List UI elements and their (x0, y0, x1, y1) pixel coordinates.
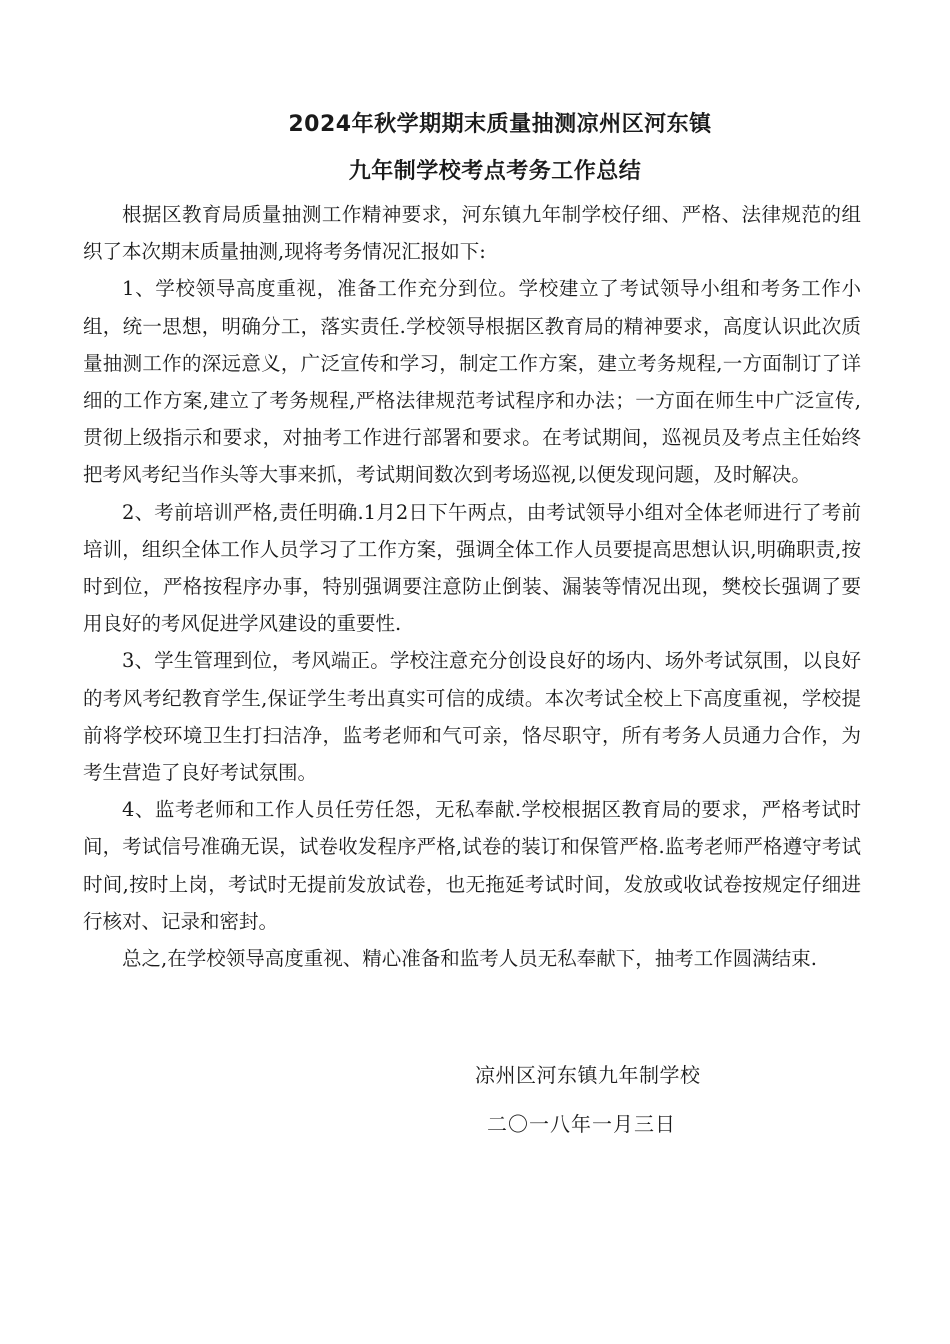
signature-school: 凉州区河东镇九年制学校 (475, 1063, 701, 1087)
section-1-paragraph: 1、学校领导高度重视，准备工作充分到位。学校建立了考试领导小组和考务工作小组，统一思想，明确分工，落实责任.学校领导根据区教育局的精神要求，高度认识此次质量抽测工作的深远意义，广泛宣传和学习，制定工作方案，建立考务规程,一方面制订了详细的工作方案,建立了考务规程,严格法律规范考试程序和办法；一方面在师生中广泛宣传,贯彻上级指示和要求，对抽考工作进行部署和要求。在考试期间，巡视员及考点主任始终把考风考纪当作头等大事来抓，考试期间数次到考场巡视,以便发现问题，及时解决。 (83, 277, 861, 487)
section-3-paragraph: 3、学生管理到位，考风端正。学校注意充分创设良好的场内、场外考试氛围，以良好的考风考纪教育学生,保证学生考出真实可信的成绩。本次考试全校上下高度重视，学校提前将学校环境卫生打扫洁净，监考老师和气可亲，恪尽职守，所有考务人员通力合作，为考生营造了良好考试氛围。 (83, 649, 861, 785)
intro-paragraph: 根据区教育局质量抽测工作精神要求，河东镇九年制学校仔细、严格、法律规范的组织了本次期末质量抽测,现将考务情况汇报如下: (83, 203, 861, 264)
document-title-line-2: 九年制学校考点考务工作总结 (348, 159, 642, 184)
section-4-paragraph: 4、监考老师和工作人员任劳任怨，无私奉献.学校根据区教育局的要求，严格考试时间，考试信号准确无误，试卷收发程序严格,试卷的装订和保管严格.监考老师严格遵守考试时间,按时上岗，考试时无提前发放试卷，也无拖延考试时间，发放或收试卷按规定仔细进行核对、记录和密封。 (83, 798, 861, 933)
signature-date: 二〇一八年一月三日 (487, 1112, 676, 1136)
section-2-paragraph: 2、考前培训严格,责任明确.1月2日下午两点，由考试领导小组对全体老师进行了考前培训，组织全体工作人员学习了工作方案，强调全体工作人员要提高思想认识,明确职责,按时到位，严格按程序办事，特别强调要注意防止倒装、漏装等情况出现，樊校长强调了要用良好的考风促进学风建设的重要性. (83, 500, 861, 636)
conclusion-paragraph: 总之,在学校领导高度重视、精心准备和监考人员无私奉献下，抽考工作圆满结束. (122, 947, 817, 971)
document-title-line-1: 2024年秋学期期末质量抽测凉州区河东镇 (288, 112, 712, 137)
document-body (83, 196, 861, 977)
